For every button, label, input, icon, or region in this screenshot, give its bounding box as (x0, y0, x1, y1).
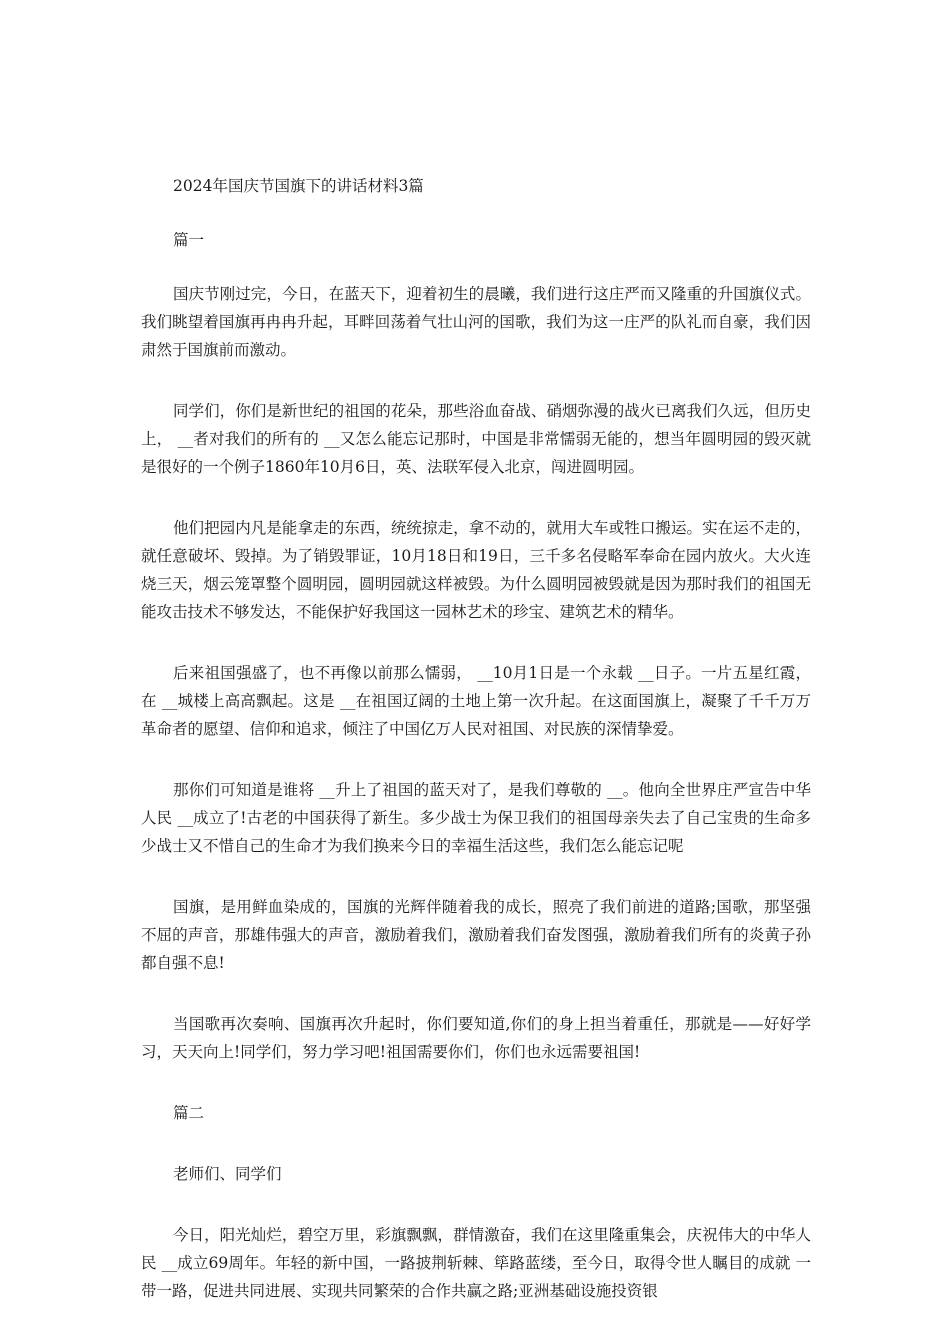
paragraph: 今日，阳光灿烂，碧空万里，彩旗飘飘，群情激奋，我们在这里隆重集会，庆祝伟大的中华人民 __成立69周年。年轻的新中国，一路披荆斩棘、筚路蓝缕，至今日，取得令世人瞩目的成就 一带一路，促进共同进展、实现共同繁荣的合作共赢之路;亚洲基础设施投资银 (141, 1226, 811, 1300)
greeting: 老师们、同学们 (173, 1165, 282, 1183)
paragraph: 他们把园内凡是能拿走的东西，统统掠走，拿不动的，就用大车或牲口搬运。实在运不走的，就任意破坏、毁掉。为了销毁罪证，10月18日和19日，三千多名侵略军奉命在园内放火。大火连烧三天，烟云笼罩整个圆明园，圆明园就这样被毁。为什么圆明园被毁就是因为那时我们的祖国无能攻击技术不够发达，不能保护好我国这一园林艺术的珍宝、建筑艺术的精华。 (141, 519, 811, 621)
document-page (141, 172, 811, 1305)
paragraph: 国旗，是用鲜血染成的，国旗的光辉伴随着我的成长，照亮了我们前进的道路;国歌，那坚强不屈的声音，那雄伟强大的声音，激励着我们，激励着我们奋发图强，激励着我们所有的炎黄子孙都自强不息! (141, 898, 811, 972)
paragraph: 当国歌再次奏响、国旗再次升起时，你们要知道,你们的身上担当着重任，那就是——好好学习，天天向上!同学们，努力学习吧!祖国需要你们，你们也永远需要祖国! (141, 1015, 811, 1061)
document-title: 2024年国庆节国旗下的讲话材料3篇 (173, 177, 424, 195)
paragraph: 那你们可知道是谁将 __升上了祖国的蓝天对了，是我们尊敬的 __。他向全世界庄严宣告中华人民 __成立了!古老的中国获得了新生。多少战士为保卫我们的祖国母亲失去了自己宝贵的生命多少战士又不惜自己的生命才为我们换来今日的幸福生活这些，我们怎么能忘记呢 (141, 781, 811, 855)
section-heading-1: 篇一 (173, 231, 205, 249)
paragraph: 后来祖国强盛了，也不再像以前那么懦弱， __10月1日是一个永载 __日子。一片五星红霞，在 __城楼上高高飘起。这是 __在祖国辽阔的土地上第一次升起。在这面国旗上，凝聚了千千万万革命者的愿望、信仰和追求，倾注了中国亿万人民对祖国、对民族的深情挚爱。 (141, 664, 811, 738)
section-heading-2: 篇二 (173, 1104, 205, 1122)
paragraph: 同学们，你们是新世纪的祖国的花朵，那些浴血奋战、硝烟弥漫的战火已离我们久远，但历史上， __者对我们的所有的 __又怎么能忘记那时，中国是非常懦弱无能的，想当年圆明园的毁灭就是很好的一个例子1860年10月6日，英、法联军侵入北京，闯进圆明园。 (141, 402, 811, 476)
paragraph: 国庆节刚过完，今日，在蓝天下，迎着初生的晨曦，我们进行这庄严而又隆重的升国旗仪式。我们眺望着国旗再冉冉升起，耳畔回荡着气壮山河的国歌，我们为这一庄严的队礼而自豪，我们因肃然于国旗前而激动。 (141, 285, 811, 359)
